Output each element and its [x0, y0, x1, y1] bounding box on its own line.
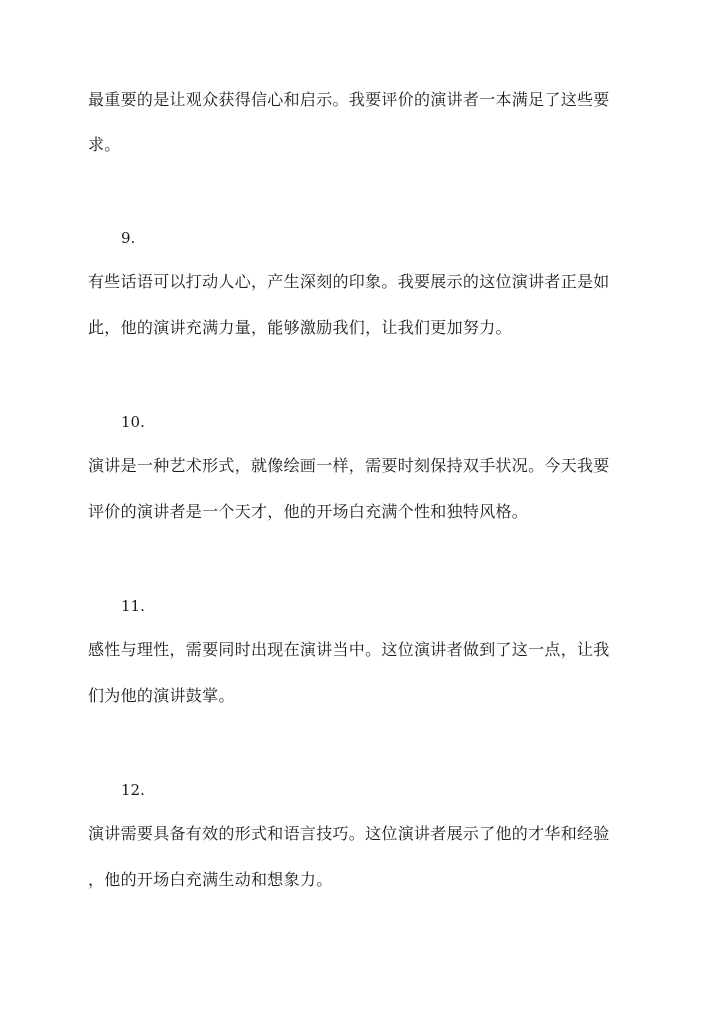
item-number-9: 9.	[121, 229, 136, 247]
item-number-11: 11.	[121, 597, 145, 615]
paragraph-9-line-2: 此，他的演讲充满力量，能够激励我们，让我们更加努力。	[88, 318, 512, 337]
paragraph-9-line-1: 有些话语可以打动人心，产生深刻的印象。我要展示的这位演讲者正是如	[88, 272, 610, 291]
paragraph-8-line-1: 最重要的是让观众获得信心和启示。我要评价的演讲者一本满足了这些要	[88, 90, 610, 109]
paragraph-12-line-1: 演讲需要具备有效的形式和语言技巧。这位演讲者展示了他的才华和经验	[88, 824, 610, 843]
paragraph-12-line-2: ，他的开场白充满生动和想象力。	[88, 870, 333, 889]
paragraph-10-line-1: 演讲是一种艺术形式，就像绘画一样，需要时刻保持双手状况。今天我要	[88, 456, 610, 475]
paragraph-8-line-2: 求。	[88, 135, 121, 154]
paragraph-10-line-2: 评价的演讲者是一个天才，他的开场白充满个性和独特风格。	[88, 502, 529, 521]
item-number-12: 12.	[121, 781, 145, 799]
paragraph-11-line-1: 感性与理性，需要同时出现在演讲当中。这位演讲者做到了这一点，让我	[88, 640, 610, 659]
paragraph-11-line-2: 们为他的演讲鼓掌。	[88, 686, 235, 705]
item-number-10: 10.	[121, 413, 145, 431]
